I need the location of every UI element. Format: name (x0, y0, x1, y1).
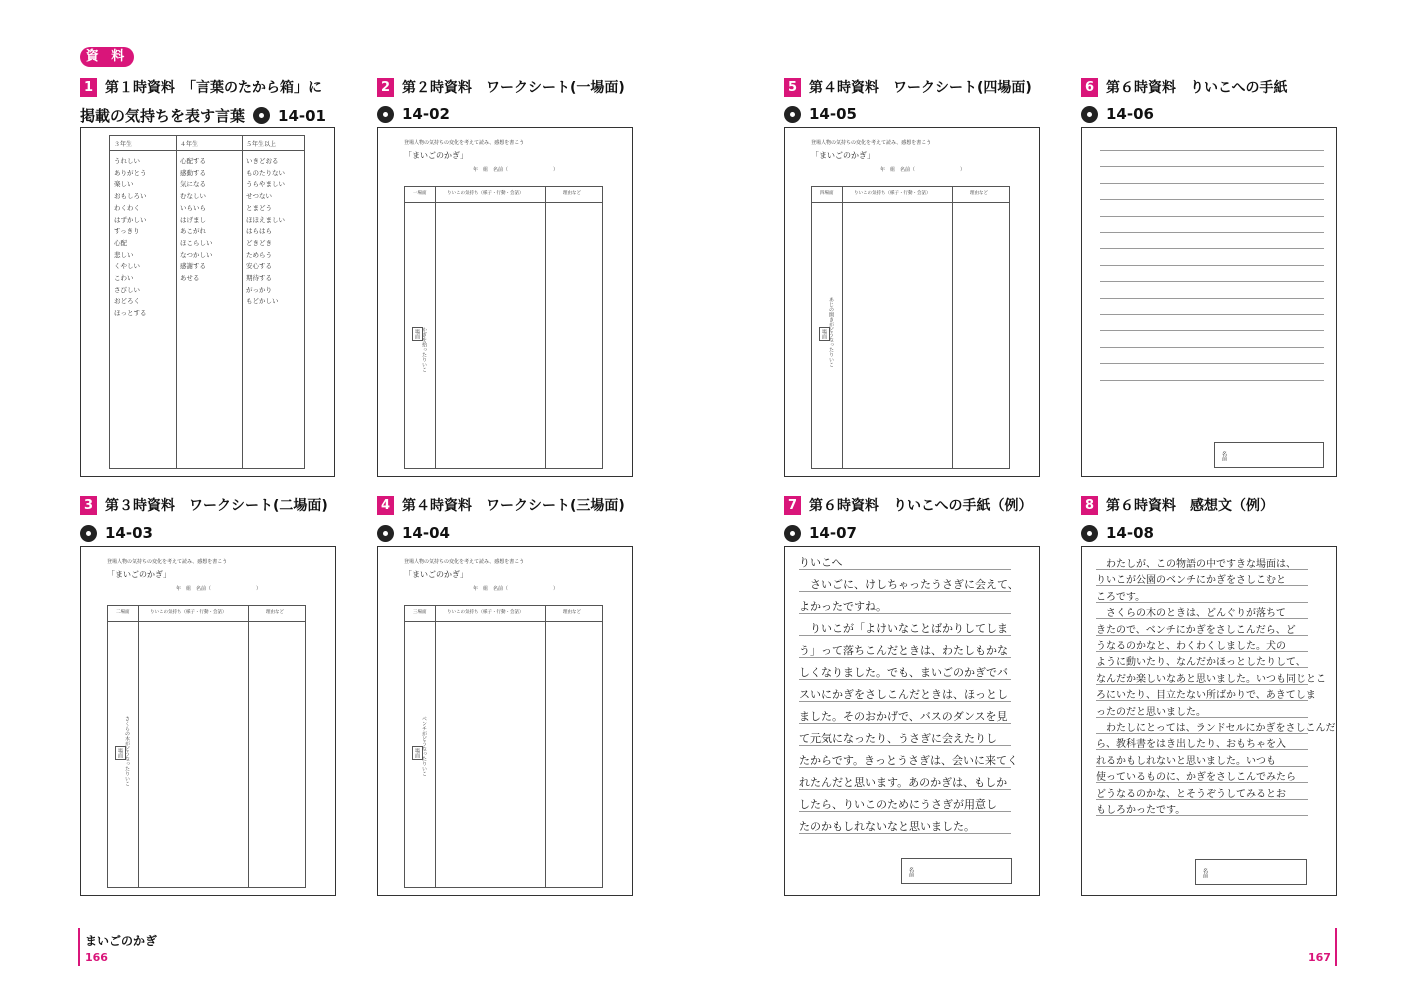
worksheet-story-title: 「まいごのかぎ」 (404, 570, 468, 579)
footer-accent-right (1335, 928, 1337, 966)
item-5-code (784, 105, 857, 123)
scene-label: 二場面 (116, 610, 130, 615)
material-code: 14-01 (278, 106, 326, 125)
item-3-header (80, 495, 328, 515)
worksheet-heading: 登場人物の気持ちの変化を考えて読み、感想を書こう (404, 140, 525, 146)
vocab-header-1: ３年生 (114, 141, 133, 148)
essay-line: ら、教科書をはき出したり、おもちゃを入 (1096, 739, 1286, 750)
col-change: りいこの気持ち（様子・行動・会話） (854, 191, 931, 196)
letter-line: よかったですね。 (799, 600, 887, 613)
item-6-header (1081, 77, 1287, 97)
col-change: りいこの気持ち（様子・行動・会話） (150, 610, 227, 615)
worksheet-table (404, 186, 603, 469)
essay-line: わたしにとっては、ランドセルにかぎをさしこんだ (1096, 723, 1336, 734)
item-2-code (377, 105, 450, 123)
item-4-header (377, 495, 625, 515)
cd-icon (377, 106, 394, 123)
scene-note: あじの開きがどうなったりいこ (828, 297, 834, 367)
name-box: 名前 (1214, 442, 1324, 468)
item-number: 7 (784, 496, 801, 515)
essay-line: ろにいたり、目立たない所ばかりで、あきてしま (1096, 690, 1316, 701)
essay-line: どうなるのかな、とそうぞうしてみるとお (1096, 789, 1286, 800)
material-code: 14-07 (809, 524, 857, 542)
letter-line: たのかもしれないなと思いました。 (799, 820, 975, 833)
letter-line: ました。そのおかげで、バスのダンスを見 (799, 710, 1008, 723)
impression-example-panel (1081, 546, 1337, 896)
worksheet-heading: 登場人物の気持ちの変化を考えて読み、感想を書こう (404, 559, 525, 565)
essay-line: ころです。 (1096, 592, 1146, 603)
letter-example-panel (784, 546, 1040, 896)
item-5-header (784, 77, 1032, 97)
letter-line: れたんだと思います。あのかぎは、もしか (799, 776, 1008, 789)
col-reason: 理由など (266, 610, 284, 615)
material-code: 14-03 (105, 524, 153, 542)
item-title: 第６時資料 りいこへの手紙（例） (809, 498, 1033, 514)
scene-label: 三場面 (413, 610, 427, 615)
worksheet-panel-1 (377, 127, 633, 477)
letter-line: りいこが「よけいなことばかりしてしま (799, 622, 1008, 635)
scene-badge: 場面 (412, 746, 423, 760)
vocab-col-2: 心配する 感動する 気になる むなしい いらいら はげまし あこがれ ほこらしい なつかしい 感謝する あせる (180, 157, 213, 283)
worksheet-meta: 年 組 名前（ ） (880, 167, 966, 173)
worksheet-story-title: 「まいごのかぎ」 (404, 151, 468, 160)
name-box: 名前 (1195, 859, 1307, 885)
item-7-header (784, 495, 1032, 515)
essay-line: れるかもしれないと思いました。いつも (1096, 756, 1276, 767)
cd-icon (80, 525, 97, 542)
essay-line: さくらの木のときは、どんぐりが落ちて (1096, 608, 1286, 619)
letter-line: う」って落ちこんだときは、わたしもかな (799, 644, 1008, 657)
name-box: 名前 (901, 858, 1012, 884)
scene-badge: 場面 (115, 746, 126, 760)
vocab-list-panel (80, 127, 335, 477)
cd-icon (253, 107, 270, 124)
col-change: りいこの気持ち（様子・行動・会話） (447, 191, 524, 196)
item-8-header (1081, 495, 1274, 515)
item-title: 第３時資料 ワークシート(二場面) (105, 498, 328, 514)
vocab-header-2: ４年生 (180, 141, 199, 148)
scene-note: ベンチがどうなったりいこ (421, 716, 427, 776)
letter-line: したら、りいこのためにうさぎが用意し (799, 798, 997, 811)
worksheet-story-title: 「まいごのかぎ」 (107, 570, 171, 579)
item-title: 第６時資料 感想文（例） (1106, 498, 1274, 514)
item-7-code (784, 524, 857, 542)
item-1-subheader (80, 105, 326, 126)
vocab-col-1: うれしい ありがとう 楽しい おもしろい わくわく はずかしい すっきり 心配 悲しい くやしい こわい さびしい おどろく ほっとする (114, 157, 147, 318)
col-reason: 理由など (563, 610, 581, 615)
item-number: 8 (1081, 496, 1098, 515)
scene-badge: 場面 (412, 327, 423, 341)
letter-line: スいにかぎをさしこんだときは、ほっとし (799, 688, 1008, 701)
item-title: 第１時資料 「言葉のたから箱」に (105, 80, 322, 96)
worksheet-table (404, 605, 603, 888)
item-number: 5 (784, 78, 801, 97)
essay-line: きたので、ベンチにかぎをさしこんだら、ど (1096, 625, 1296, 636)
worksheet-panel-3 (377, 546, 633, 896)
item-number: 3 (80, 496, 97, 515)
footer-accent-left (78, 928, 80, 966)
item-title: 第６時資料 りいこへの手紙 (1106, 80, 1288, 96)
material-code: 14-02 (402, 105, 450, 123)
vocab-header-3: ５年生以上 (246, 141, 277, 148)
worksheet-panel-4 (784, 127, 1040, 477)
worksheet-heading: 登場人物の気持ちの変化を考えて読み、感想を書こう (811, 140, 932, 146)
scene-note: さくらの木がどうなったりいこ (124, 716, 130, 786)
material-code: 14-05 (809, 105, 857, 123)
item-title: 第４時資料 ワークシート(四場面) (809, 80, 1032, 96)
essay-line: りいこが公園のベンチにかぎをさしこむと (1096, 575, 1286, 586)
scene-note: かぎを拾ったりいこ (421, 327, 427, 372)
item-title: 第２時資料 ワークシート(一場面) (402, 80, 625, 96)
scene-badge: 場面 (819, 327, 830, 341)
material-code: 14-06 (1106, 105, 1154, 123)
cd-icon (784, 525, 801, 542)
page-number-right: 167 (1308, 951, 1331, 964)
worksheet-meta: 年 組 名前（ ） (473, 586, 559, 592)
letter-line: さいごに、けしちゃったうさぎに会えて、 (799, 578, 1019, 591)
letter-line: たからです。きっとうさぎは、会いに来てく (799, 754, 1019, 767)
page-number-left: 166 (85, 951, 108, 964)
vocab-table (109, 135, 305, 469)
essay-line: 使っているものに、かぎをさしこんでみたら (1096, 772, 1296, 783)
item-2-header (377, 77, 625, 97)
item-number: 1 (80, 78, 97, 97)
material-code: 14-04 (402, 524, 450, 542)
worksheet-table (107, 605, 306, 888)
scene-label: 四場面 (820, 191, 834, 196)
item-number: 2 (377, 78, 394, 97)
cd-icon (784, 106, 801, 123)
letter-blank-panel (1081, 127, 1337, 477)
worksheet-meta: 年 組 名前（ ） (473, 167, 559, 173)
worksheet-heading: 登場人物の気持ちの変化を考えて読み、感想を書こう (107, 559, 228, 565)
footer-title: まいごのかぎ (85, 934, 158, 948)
essay-line: もしろかったです。 (1096, 805, 1186, 816)
col-change: りいこの気持ち（様子・行動・会話） (447, 610, 524, 615)
scene-label: 一場面 (413, 191, 427, 196)
essay-line: ように動いたり、なんだかほっとしたりして、 (1096, 657, 1306, 668)
letter-line: て元気になったり、うさぎに会えたりし (799, 732, 997, 745)
section-label: 資 料 (80, 47, 134, 67)
worksheet-story-title: 「まいごのかぎ」 (811, 151, 875, 160)
vocab-col-3: いきどおる ものたりない うらやましい せつない とまどう ほほえましい はらはら どきどき ためらう 安心する 期待する がっかり もどかしい (246, 157, 285, 306)
item-6-code (1081, 105, 1154, 123)
cd-icon (377, 525, 394, 542)
essay-line: なんだか楽しいなあと思いました。いつも同じとこ (1096, 674, 1326, 685)
item-1-header (80, 77, 322, 97)
essay-line: ったのだと思いました。 (1096, 707, 1206, 718)
item-4-code (377, 524, 450, 542)
item-title-continued: 掲載の気持ちを表す言葉 (80, 107, 246, 125)
essay-line: うなるのかなと、わくわくしました。犬の (1096, 641, 1286, 652)
cd-icon (1081, 525, 1098, 542)
worksheet-meta: 年 組 名前（ ） (176, 586, 262, 592)
col-reason: 理由など (563, 191, 581, 196)
letter-line: しくなりました。でも、まいごのかぎでバ (799, 666, 1008, 679)
cd-icon (1081, 106, 1098, 123)
item-3-code (80, 524, 153, 542)
col-reason: 理由など (970, 191, 988, 196)
material-code: 14-08 (1106, 524, 1154, 542)
letter-line: りいこへ (799, 556, 843, 569)
item-number: 4 (377, 496, 394, 515)
item-8-code (1081, 524, 1154, 542)
essay-line: わたしが、この物語の中ですきな場面は、 (1096, 559, 1296, 570)
item-title: 第４時資料 ワークシート(三場面) (402, 498, 625, 514)
worksheet-panel-2 (80, 546, 336, 896)
worksheet-table (811, 186, 1010, 469)
item-number: 6 (1081, 78, 1098, 97)
